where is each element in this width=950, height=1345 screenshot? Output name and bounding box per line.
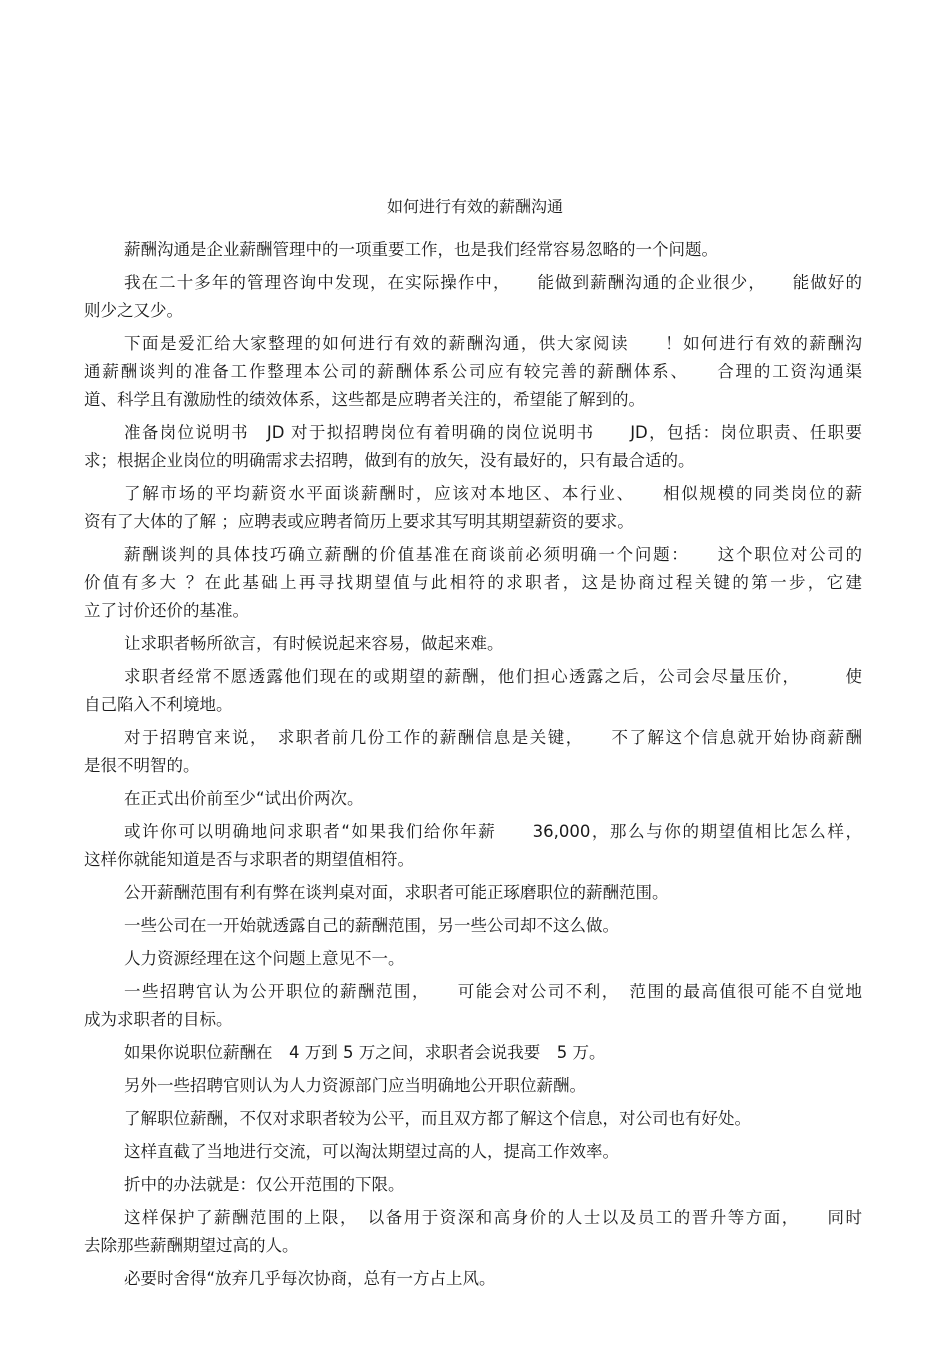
- paragraph-line: 立了讨价还价的基准。: [84, 601, 249, 620]
- paragraph-line: 了解职位薪酬，不仅对求职者较为公平，而且双方都了解这个信息，对公司也有好处。: [124, 1109, 751, 1128]
- paragraph-line: 薪酬谈判的具体技巧确立薪酬的价值基准在商谈前必须明确一个问题： 这个职位对公司的: [124, 545, 862, 564]
- paragraph-line: 如果你说职位薪酬在 4 万到 5 万之间，求职者会说我要 5 万。: [124, 1043, 606, 1062]
- paragraph-line: 或许你可以明确地问求职者“如果我们给你年薪 36,000，那么与你的期望值相比怎么样，: [124, 822, 862, 841]
- paragraph-line: 人力资源经理在这个问题上意见不一。: [124, 949, 405, 968]
- paragraph-line: 让求职者畅所欲言，有时候说起来容易，做起来难。: [124, 634, 504, 653]
- paragraph-line: 这样直截了当地进行交流，可以淘汰期望过高的人，提高工作效率。: [124, 1142, 619, 1161]
- paragraph-line: 下面是爱汇给大家整理的如何进行有效的薪酬沟通，供大家阅读 ！如何进行有效的薪酬沟: [124, 334, 862, 353]
- paragraph-line: 去除那些薪酬期望过高的人。: [84, 1236, 299, 1255]
- paragraph-line: 另外一些招聘官则认为人力资源部门应当明确地公开职位薪酬。: [124, 1076, 586, 1095]
- paragraph-line: 这样保护了薪酬范围的上限， 以备用于资深和高身价的人士以及员工的晋升等方面， 同时: [124, 1208, 862, 1227]
- paragraph-line: 这样你就能知道是否与求职者的期望值相符。: [84, 850, 414, 869]
- paragraph-line: 求职者经常不愿透露他们现在的或期望的薪酬，他们担心透露之后，公司会尽量压价， 使: [124, 667, 862, 686]
- paragraph-line: 我在二十多年的管理咨询中发现，在实际操作中， 能做到薪酬沟通的企业很少， 能做好的: [124, 273, 862, 292]
- paragraph-line: 一些公司在一开始就透露自己的薪酬范围，另一些公司却不这么做。: [124, 916, 619, 935]
- paragraph-line: 通薪酬谈判的准备工作整理本公司的薪酬体系公司应有较完善的薪酬体系、 合理的工资沟通渠: [84, 362, 862, 381]
- document-title: 如何进行有效的薪酬沟通: [386, 197, 563, 216]
- paragraph-line: 道、科学且有激励性的绩效体系，这些都是应聘者关注的，希望能了解到的。: [84, 390, 645, 409]
- paragraph-line: 了解市场的平均薪资水平面谈薪酬时，应该对本地区、本行业、 相似规模的同类岗位的薪: [124, 484, 862, 503]
- paragraph-line: 求；根据企业岗位的明确需求去招聘，做到有的放矢，没有最好的，只有最合适的。: [84, 451, 695, 470]
- paragraph-line: 是很不明智的。: [84, 756, 200, 775]
- paragraph-line: 在正式出价前至少“试出价两次。: [124, 789, 364, 808]
- paragraph-line: 一些招聘官认为公开职位的薪酬范围， 可能会对公司不利， 范围的最高值很可能不自觉地: [124, 982, 862, 1001]
- paragraph-line: 对于招聘官来说， 求职者前几份工作的薪酬信息是关键， 不了解这个信息就开始协商薪酬: [124, 728, 862, 747]
- paragraph-line: 价值有多大 ？在此基础上再寻找期望值与此相符的求职者，这是协商过程关键的第一步，它建: [84, 573, 862, 592]
- paragraph-line: 成为求职者的目标。: [84, 1010, 233, 1029]
- paragraph-line: 薪酬沟通是企业薪酬管理中的一项重要工作，也是我们经常容易忽略的一个问题。: [124, 240, 718, 259]
- paragraph-line: 折中的办法就是：仅公开范围的下限。: [124, 1175, 405, 1194]
- paragraph-line: 则少之又少。: [84, 301, 183, 320]
- paragraph-line: 资有了大体的了解 ；应聘表或应聘者简历上要求其写明其期望薪资的要求。: [84, 512, 634, 531]
- paragraph-line: 自己陷入不利境地。: [84, 695, 233, 714]
- paragraph-line: 准备岗位说明书 JD 对于拟招聘岗位有着明确的岗位说明书 JD，包括：岗位职责、任职要: [124, 423, 862, 442]
- paragraph-line: 必要时舍得“放弃几乎每次协商，总有一方占上风。: [124, 1269, 496, 1288]
- paragraph-line: 公开薪酬范围有利有弊在谈判桌对面，求职者可能正琢磨职位的薪酬范围。: [124, 883, 669, 902]
